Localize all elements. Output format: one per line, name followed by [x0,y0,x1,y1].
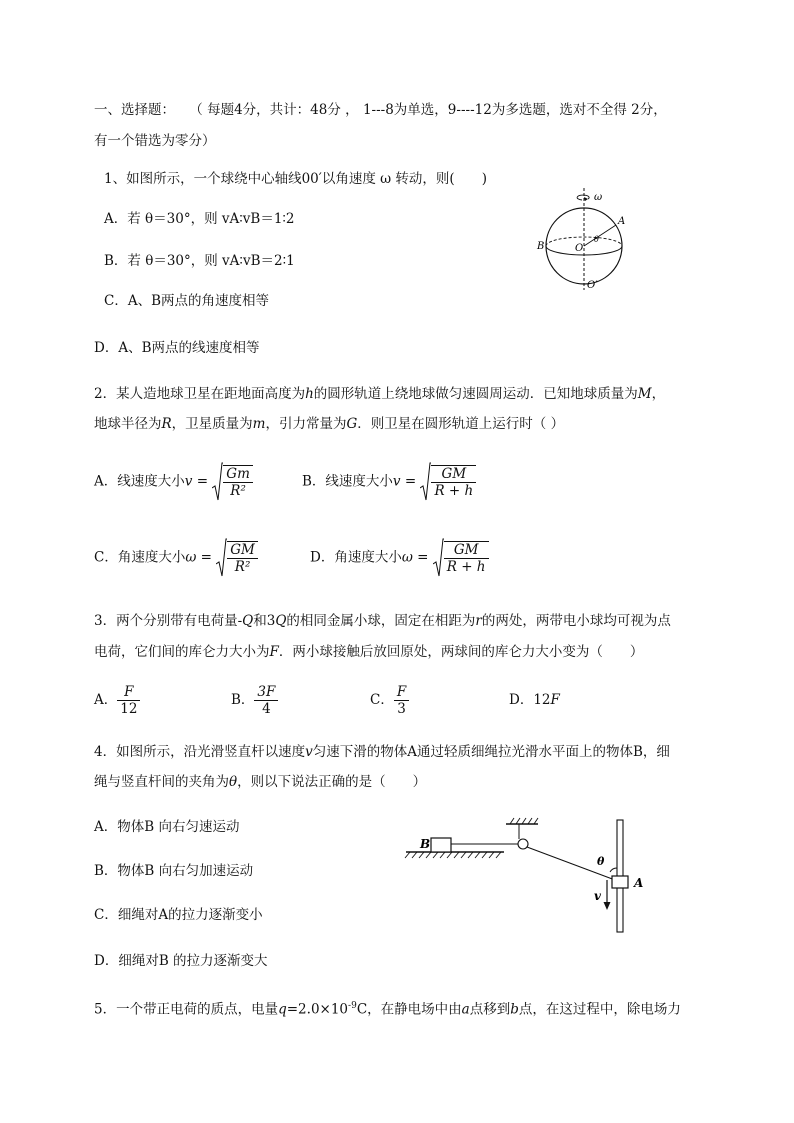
q2-text: 地球半径为 [94,416,162,432]
q2-option-label: B．线速度大小 [302,473,393,490]
q3-option-b [231,684,278,717]
fraction-numerator: GM [444,542,489,559]
q5-text: 点移到 [469,1001,511,1018]
q2-option-label: D．角速度大小 [310,549,402,566]
q5-stem-line1 [94,996,681,1020]
q5-text: =2.0×10 [286,1001,349,1018]
fraction-denominator: R² [234,559,251,575]
fig-point-a-label: A [618,216,626,227]
fig-omega-label: ω [594,192,603,203]
q5-text: 5．一个带正电荷的质点，电量 [94,1001,279,1018]
equals-sign: = [196,473,208,490]
fraction-denominator: R + h [446,559,486,575]
q3-text: 的两处，两带电小球均可视为点 [481,613,671,629]
fraction-numerator: F [394,684,409,701]
q2-option-var: ω [401,549,413,566]
q1-option-d: D．A、B两点的线速度相等 [94,340,260,356]
q2-option-d [310,538,489,578]
q2-stem-line2 [94,414,564,434]
fig-velocity-label: v [594,889,601,903]
q3-text: 和3 [253,613,276,629]
q2-option-var: v [184,473,193,490]
section-header-line1 [94,100,667,120]
q3-var-q: Q [275,613,287,629]
fraction-numerator: 3F [254,684,278,701]
q2-var-h: h [305,386,314,402]
q3-option-label: A． [94,692,118,708]
q3-var-q: Q [242,613,254,629]
fraction-numerator: GM [227,542,258,559]
q1-stem: 1、如图所示，一个球绕中心轴线00′以角速度 ω 转动，则( ) [104,171,487,187]
fig-axis-bottom-label: O′ [587,280,598,291]
q3-text: ．两小球接触后放回原处，两球间的库仑力大小变为（ ） [278,644,644,660]
fraction-denominator: R² [230,483,246,499]
equals-sign: = [200,549,212,566]
rope-rod-figure [398,816,658,936]
fig-point-b-label: B [537,241,545,252]
q4-option-b: B．物体B 向右匀加速运动 [94,863,254,879]
q5-exponent: -9 [348,1001,357,1011]
q4-stem-line1 [94,742,670,762]
q3-stem-line1 [94,611,671,631]
q4-var-v: v [305,744,313,760]
q3-stem-line2 [94,642,643,662]
q2-option-label: C．角速度大小 [94,549,186,566]
q2-stem-line1 [94,384,665,404]
q2-option-var: v [392,473,401,490]
q3-option-c [370,684,409,717]
q3-var-r: r [475,613,482,629]
fig-block-b-label: B [420,837,431,851]
sqrt-radical [212,462,223,502]
q2-option-var: ω [185,549,197,566]
q2-text: ．则卫星在圆形轨道上运行时（ ） [357,416,565,432]
q2-text: 的圆形轨道上绕地球做匀速圆周运动．已知地球质量为 [313,386,638,402]
fraction-denominator: 12 [120,701,138,717]
q3-text: 的相同金属小球，固定在相距为 [286,613,476,629]
q2-var-g: G [346,416,358,432]
q2-option-b [302,462,476,502]
q5-text: C，在静电场中由 [356,1001,462,1018]
q4-var-theta: θ [229,774,238,790]
q2-text: ，引力常量为 [265,416,347,432]
q4-text: 绳与竖直杆间的夹角为 [94,774,229,790]
sqrt-radical [433,538,444,578]
q4-text: ，则以下说法正确的是（ ） [237,774,427,790]
fraction-numerator: F [117,684,140,701]
sqrt-radical [420,462,431,502]
q4-option-d: D．细绳对B 的拉力逐渐变大 [94,953,268,969]
q2-text: 2．某人造地球卫星在距地面高度为 [94,386,306,402]
q5-var-q: q [278,1001,287,1018]
q2-var-m-earth: M [637,386,652,402]
q1-option-a: A．若 θ＝30°，则 vA∶vB＝1∶2 [104,211,295,227]
sqrt-radical [216,538,227,578]
q4-option-a: A．物体B 向右匀速运动 [94,819,240,835]
equals-sign: = [417,549,429,566]
q3-text: 电荷，它们间的库仑力大小为 [94,644,270,660]
fraction-denominator: 3 [397,701,406,717]
equals-sign: = [404,473,417,490]
q4-text: 匀速下滑的物体A通过轻质细绳拉光滑水平面上的物体B，细 [312,744,670,760]
q3-option-label: B． [231,692,255,708]
q2-option-c [94,538,258,578]
fraction-numerator: Gm [223,466,253,483]
section-rules: （ 每题4分，共计：48分 ， 1---8为单选，9----12为多选题，选对不全得 2分， [189,102,667,118]
q3-option-label: C． [370,692,394,708]
sphere-figure [532,186,642,296]
q4-stem-line2 [94,772,426,792]
fraction-denominator: 4 [262,701,271,717]
fig-center-label: O [575,243,584,254]
q4-option-c: C．细绳对A的拉力逐渐变小 [94,907,263,923]
q2-var-r: R [161,416,172,432]
q3-option-d [509,690,560,710]
q3-text: 3．两个分别带有电荷量- [94,613,243,629]
q2-var-m: m [252,416,266,432]
fig-theta-label: θ [594,235,599,244]
fraction-numerator: GM [431,466,476,483]
fig-block-a-label: A [634,876,644,890]
fraction-denominator: R + h [434,483,474,499]
q3-var-f: F [269,644,279,660]
q3-option-a [94,684,140,717]
q1-option-c: C．A、B两点的角速度相等 [104,293,269,309]
q2-text: ，卫星质量为 [171,416,253,432]
q5-point-a: a [461,1001,470,1018]
q3-option-label: D．12 [509,692,551,708]
q4-text: 4．如图所示，沿光滑竖直杆以速度 [94,744,306,760]
q2-option-a [94,462,253,502]
q1-option-b: B．若 θ＝30°，则 vA∶vB＝2∶1 [104,253,295,269]
section-rules-line2: 有一个错选为零分） [94,133,216,149]
q3-var-f: F [550,692,560,708]
q5-text: 点，在这过程中，除电场力 [518,1001,681,1018]
section-header: 一、选择题： [94,102,175,118]
fig-theta-label: θ [597,855,605,868]
q2-text: ， [651,386,666,402]
q5-point-b: b [510,1001,519,1018]
q2-option-label: A．线速度大小 [94,473,185,490]
